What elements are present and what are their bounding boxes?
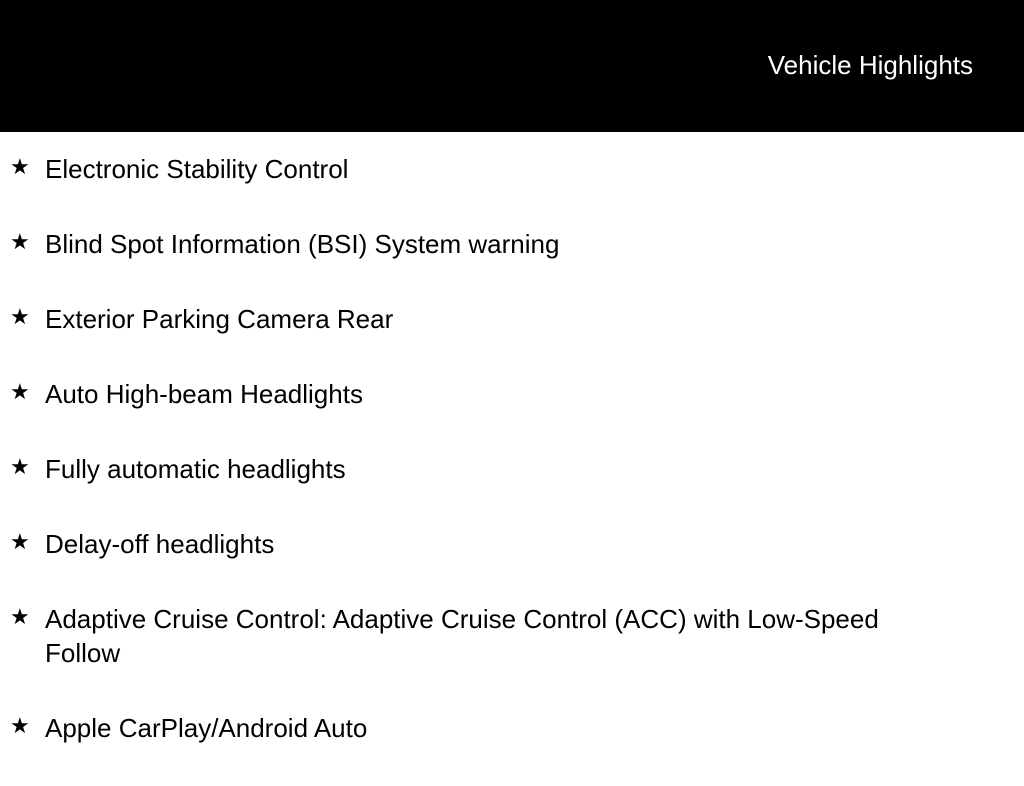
list-item [0, 152, 1024, 186]
list-item [0, 711, 1024, 745]
list-item-label: Delay-off headlights [45, 529, 275, 559]
list-item [0, 452, 1024, 486]
list-item [0, 527, 1024, 561]
star-icon: ★ [10, 604, 30, 629]
star-icon: ★ [10, 229, 30, 254]
star-icon: ★ [10, 529, 30, 554]
header-bar [0, 0, 1024, 132]
list-item-label: Apple CarPlay/Android Auto [45, 713, 368, 743]
page-title: Vehicle Highlights [767, 50, 973, 80]
list-item [0, 377, 1024, 411]
list-item-label: Exterior Parking Camera Rear [45, 304, 394, 334]
list-item-label: Adaptive Cruise Control: Adaptive Cruise Control (ACC) with Low-Speed Follow [45, 604, 879, 668]
list-item [0, 602, 1024, 670]
list-item-label: Blind Spot Information (BSI) System warning [45, 229, 560, 259]
star-icon: ★ [10, 454, 30, 479]
list-item-label: Auto High-beam Headlights [45, 379, 363, 409]
star-icon: ★ [10, 379, 30, 404]
star-icon: ★ [10, 713, 30, 738]
list-item [0, 302, 1024, 336]
list-item-label: Electronic Stability Control [45, 154, 349, 184]
highlights-list [0, 152, 1024, 786]
list-item-label: Fully automatic headlights [45, 454, 346, 484]
star-icon: ★ [10, 304, 30, 329]
list-item [0, 227, 1024, 261]
star-icon: ★ [10, 154, 30, 179]
